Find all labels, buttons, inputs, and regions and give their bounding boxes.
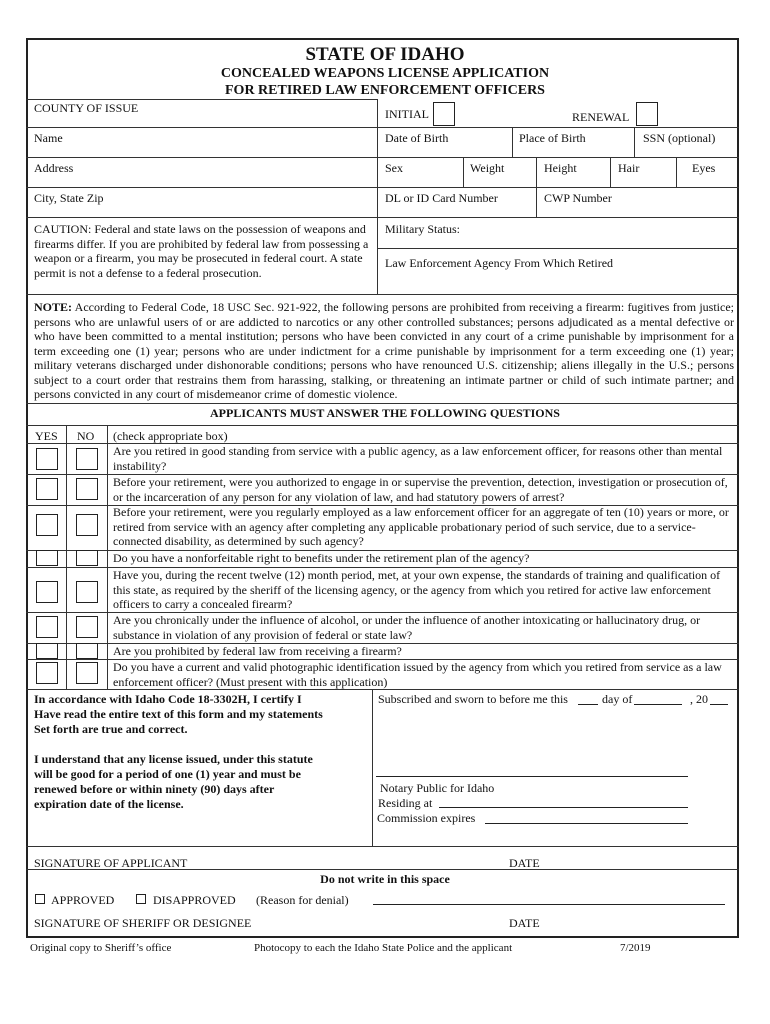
certify-line-7: expiration date of the license. [34,797,184,811]
dob-field[interactable]: Date of Birth [385,131,449,145]
divider [26,425,739,426]
do-not-write-label: Do not write in this space [320,872,450,886]
sworn-day-line[interactable] [578,704,598,705]
residing-at-line[interactable] [439,807,688,808]
eyes-field[interactable]: Eyes [692,161,716,175]
residing-at-label: Residing at [378,796,433,810]
q6-no-checkbox[interactable] [76,616,98,638]
questions-header: APPLICANTS MUST ANSWER THE FOLLOWING QUESTIONS [210,406,560,420]
certify-line-5: will be good for a period of one (1) year and must be [34,767,301,781]
q7-yes-checkbox[interactable] [36,643,58,659]
certify-line-2: Have read the entire text of this form and my statements [34,707,323,721]
renewal-checkbox[interactable] [636,102,658,126]
certify-line-3: Set forth are true and correct. [34,722,188,736]
q8-yes-checkbox[interactable] [36,662,58,684]
footer-revision-date: 7/2019 [620,942,651,954]
sheriff-signature-label[interactable]: SIGNATURE OF SHERIFF OR DESIGNEE [34,916,252,930]
divider [536,157,537,217]
reason-for-denial-line[interactable] [373,904,725,905]
ssn-field[interactable]: SSN (optional) [643,131,716,145]
place-of-birth-field[interactable]: Place of Birth [519,131,586,145]
check-instruction: (check appropriate box) [113,429,228,443]
note-text [34,300,734,402]
divider [26,869,739,870]
divider [634,127,635,157]
certify-line-4: I understand that any license issued, under this statute [34,752,313,766]
sworn-label: Subscribed and sworn to before me this [378,692,568,706]
divider [26,846,739,847]
day-of-label: day of [602,692,633,706]
address-field[interactable]: Address [34,161,74,175]
dl-id-field[interactable]: DL or ID Card Number [385,191,498,205]
q3-yes-checkbox[interactable] [36,514,58,536]
q1-yes-checkbox[interactable] [36,448,58,470]
reason-for-denial-label: (Reason for denial) [256,893,349,907]
county-of-issue-label: COUNTY OF ISSUE [34,101,139,115]
divider [377,248,739,249]
commission-expires-line[interactable] [485,823,688,824]
q5-yes-checkbox[interactable] [36,581,58,603]
divider [26,99,377,100]
q8-no-checkbox[interactable] [76,662,98,684]
certify-line-1: In accordance with Idaho Code 18-3302H, I certify I [34,692,302,706]
question-8: Do you have a current and valid photographic identification issued by the agency from which you retired from service as a law enforcement officer? (Must present with this application) [113,660,722,689]
question-6: Are you chronically under the influence of alcohol, or under the influence of another intoxicating or hallucinatory drug, or substance in violation of any provision of federal or state law? [113,613,701,642]
approved-label: APPROVED [51,893,115,907]
sheriff-date-label[interactable]: DATE [509,916,540,930]
notary-public-label: Notary Public for Idaho [380,781,495,795]
hair-field[interactable]: Hair [618,161,640,175]
divider [676,157,677,187]
divider [26,127,739,128]
q3-no-checkbox[interactable] [76,514,98,536]
divider [26,157,739,158]
sworn-month-line[interactable] [634,704,682,705]
divider [463,157,464,187]
weight-field[interactable]: Weight [470,161,505,175]
footer-original-copy: Original copy to Sheriff’s office [30,942,172,954]
disapproved-label: DISAPPROVED [153,893,236,907]
year-label: , 20 [690,692,708,706]
city-state-zip-field[interactable]: City, State Zip [34,191,104,205]
certify-line-6: renewed before or within ninety (90) days after [34,782,275,796]
divider [377,99,378,294]
height-field[interactable]: Height [544,161,577,175]
divider [26,294,739,295]
applicant-date-label[interactable]: DATE [509,856,540,870]
divider [26,403,739,404]
question-7: Are you prohibited by federal law from receiving a firearm? [113,644,402,658]
form-subtitle: CONCEALED WEAPONS LICENSE APPLICATION [220,66,550,81]
note-body: According to Federal Code, 18 USC Sec. 921-922, the following persons are prohibited from receiving a firearm: fugitives from justice; persons who are unlawful users of or are addicted to narcotics or any other controlled substances; persons adjudicated as a mental defective or who have been committed to a mental institution; persons who have been convicted in any court of a crime punishable by imprisonment for a term exceeding one (1) year; persons who are under indictment for a crime punishable by imprisonment for a term exceeding one (1) year; military veterans discharged under dishonorable conditions; persons who have renounced U.S. citizenship; aliens illegally in the U.S.; persons subject to a court order that restrains them from harassing, stalking, or threatening an intimate partner or child of such intimate partner; and persons convicted in any court of misdemeanor crime of domestic violence. [34,300,734,401]
approved-checkbox[interactable] [35,894,45,904]
divider [66,425,67,689]
divider [372,689,373,846]
divider [610,157,611,187]
commission-expires-label: Commission expires [377,811,476,825]
question-2: Before your retirement, were you authorized to engage in or supervise the prevention, detection, investigation or prosecution of, or the incarceration of any person for any violation of law, and had statutory powers of arrest? [113,475,728,504]
q5-no-checkbox[interactable] [76,581,98,603]
sex-field[interactable]: Sex [385,161,403,175]
disapproved-checkbox[interactable] [136,894,146,904]
notary-signature-line[interactable] [376,776,688,777]
caution-text: CAUTION: Federal and state laws on the possession of weapons and firearms differ. If you are prohibited by federal law from possessing a weapon or a firearm, you may be prosecuted in federal court. A state permit is not a defense to a federal prosecution. [34,222,369,280]
question-5: Have you, during the recent twelve (12) month period, met, at your own expense, the standards of training and qualification of this state, as required by the sheriff of the licensing agency, or the agency from which you retired for active law enforcement officers to carry a concealed firearm? [113,568,721,611]
no-column-header: NO [77,429,95,443]
renewal-label: RENEWAL [572,110,630,124]
name-field[interactable]: Name [34,131,63,145]
divider [512,127,513,157]
q4-no-checkbox[interactable] [76,550,98,566]
q2-no-checkbox[interactable] [76,478,98,500]
q2-yes-checkbox[interactable] [36,478,58,500]
form-title: STATE OF IDAHO [305,44,465,65]
military-status-field[interactable]: Military Status: [385,222,460,236]
applicant-signature-label[interactable]: SIGNATURE OF APPLICANT [34,856,188,870]
agency-field[interactable]: Law Enforcement Agency From Which Retired [385,256,614,270]
initial-label: INITIAL [385,107,429,121]
q4-yes-checkbox[interactable] [36,550,58,566]
divider [107,425,108,689]
q6-yes-checkbox[interactable] [36,616,58,638]
footer-photocopy: Photocopy to each the Idaho State Police and the applicant [254,942,513,954]
note-label: NOTE: [34,300,73,314]
yes-column-header: YES [35,429,58,443]
q1-no-checkbox[interactable] [76,448,98,470]
question-3: Before your retirement, were you regularly employed as a law enforcement officer for an aggregate of ten (10) years or more, or retired from service with an agency after completing any applicable probationary period of such service, due to a service-connected disability, as determined by such agency? [113,505,729,548]
divider [26,217,739,218]
cwp-field[interactable]: CWP Number [544,191,612,205]
form-subtitle-2: FOR RETIRED LAW ENFORCEMENT OFFICERS [225,83,545,98]
question-1: Are you retired in good standing from service with a public agency, as a law enforcement officer, for reasons other than mental instability? [113,444,723,473]
divider [26,689,739,690]
sworn-year-line[interactable] [710,704,728,705]
q7-no-checkbox[interactable] [76,643,98,659]
initial-checkbox[interactable] [433,102,455,126]
divider [26,187,739,188]
question-4: Do you have a nonforfeitable right to benefits under the retirement plan of the agency? [113,551,530,565]
